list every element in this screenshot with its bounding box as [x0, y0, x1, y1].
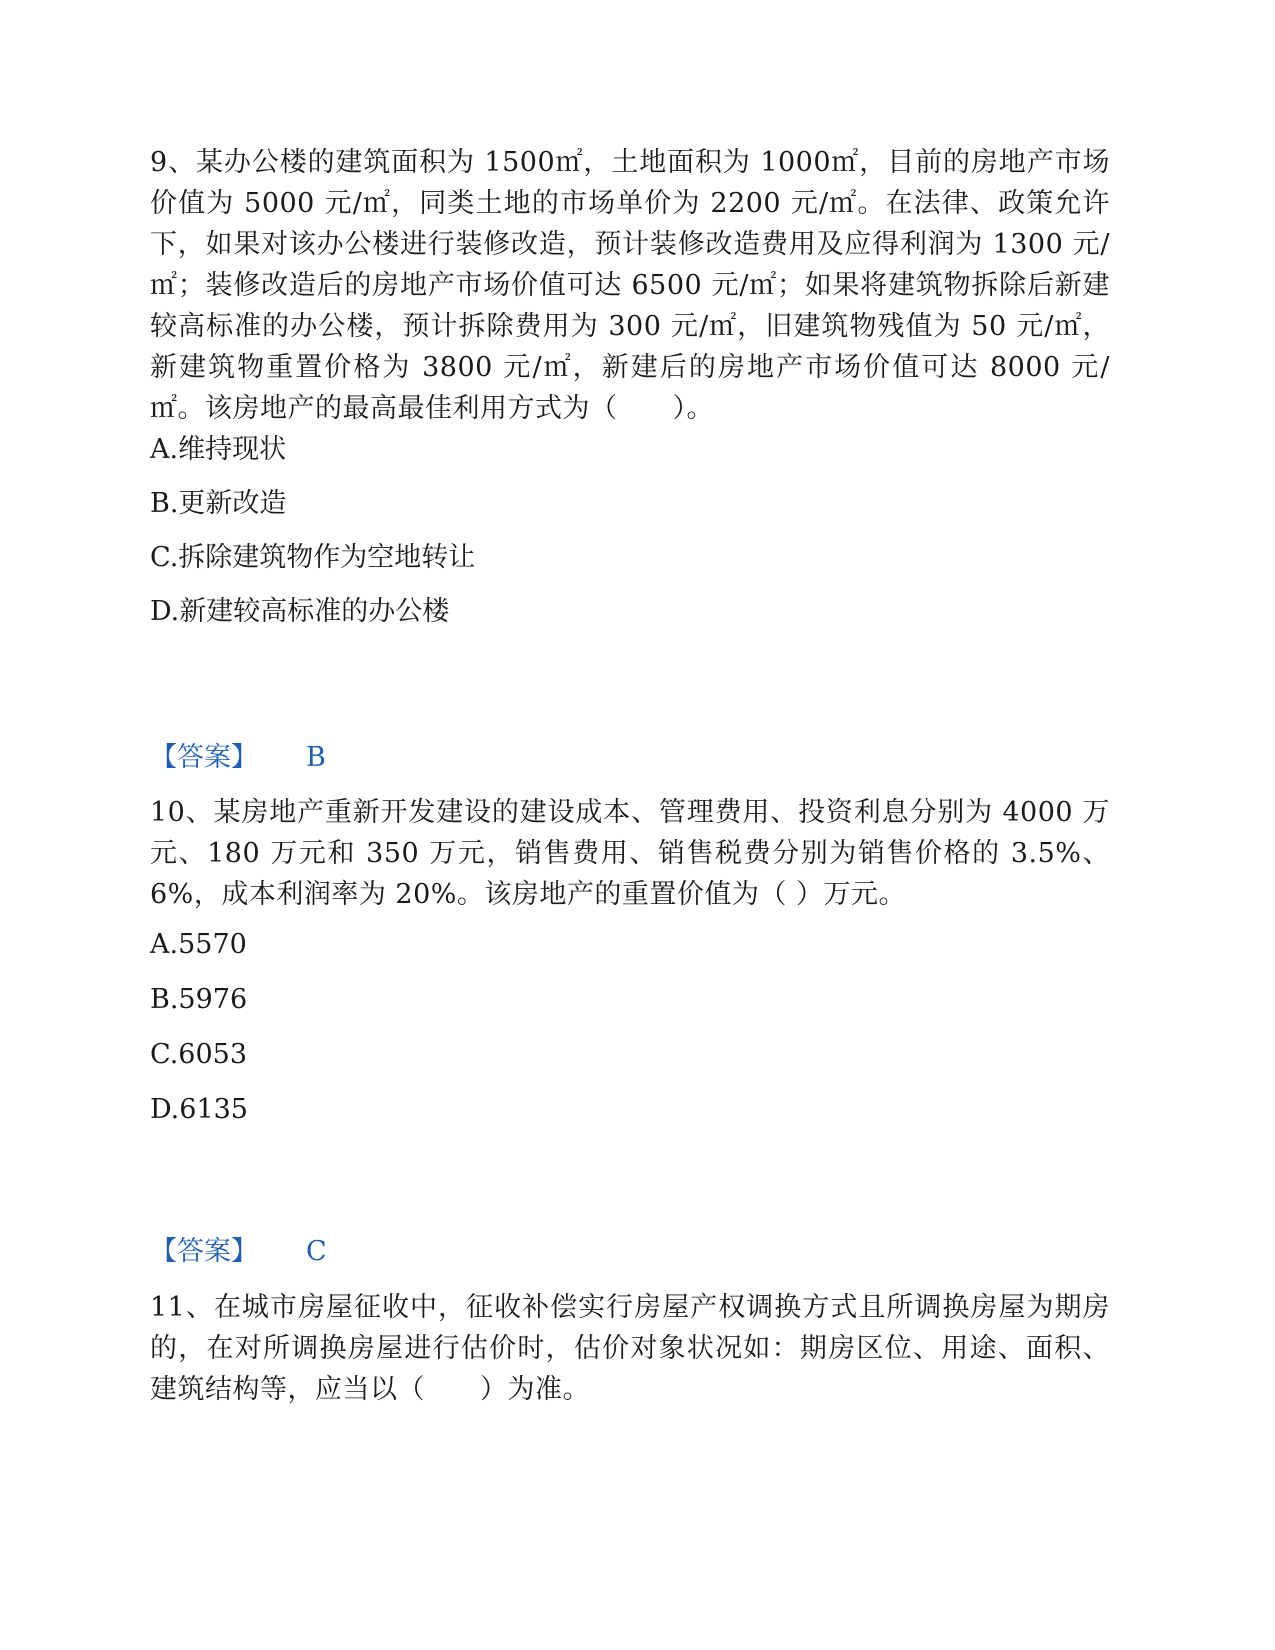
option-c: C.拆除建筑物作为空地转让 — [150, 542, 476, 573]
question-9-text: 9、某办公楼的建筑面积为 1500㎡，土地面积为 1000㎡，目前的房地产市场价值为 5000 元/㎡，同类土地的市场单价为 2200 元/㎡。在法律、政策允许下，如果对该办公楼进行装修改造，预计装修改造费用及应得利润为 1300 元/㎡；装修改造后的房地产市场价值可达 6500 元/㎡；如果将建筑物拆除后新建较高标准的办公楼，预计拆除费用为 300 元/㎡，旧建筑物残值为 50 元/㎡，新建筑物重置价格为 3800 元/㎡，新建后的房地产市场价值可达 8000 元/㎡。该房地产的最高最佳利用方式为（ ）。 — [150, 147, 1110, 424]
option-b: B.5976 — [150, 984, 248, 1015]
answer-label: 【答案】 — [150, 1236, 258, 1267]
answer-value: C — [306, 1236, 327, 1267]
option-a: A.5570 — [150, 929, 247, 960]
question-11-text: 11、在城市房屋征收中，征收补偿实行房屋产权调换方式且所调换房屋为期房的，在对所调换房屋进行估价时，估价对象状况如：期房区位、用途、面积、建筑结构等，应当以（ ）为准。 — [150, 1292, 1110, 1405]
question-10-text: 10、某房地产重新开发建设的建设成本、管理费用、投资利息分别为 4000 万元、180 万元和 350 万元，销售费用、销售税费分别为销售价格的 3.5%、6%，成本利润率为 20%。该房地产的重置价值为（ ）万元。 — [150, 797, 1110, 910]
option-b: B.更新改造 — [150, 488, 287, 519]
answer-value: B — [306, 742, 326, 773]
question-11 — [150, 1287, 1110, 1410]
answer-9 — [150, 738, 1110, 778]
option-d: D.6135 — [150, 1094, 248, 1125]
answer-label: 【答案】 — [150, 742, 258, 773]
answer-10 — [150, 1232, 1110, 1272]
option-c: C.6053 — [150, 1039, 247, 1070]
question-9 — [150, 142, 1110, 429]
question-9-options — [150, 430, 1110, 632]
option-a: A.维持现状 — [150, 434, 287, 465]
question-10-options — [150, 925, 1110, 1130]
option-d: D.新建较高标准的办公楼 — [150, 596, 450, 627]
question-10 — [150, 792, 1110, 915]
